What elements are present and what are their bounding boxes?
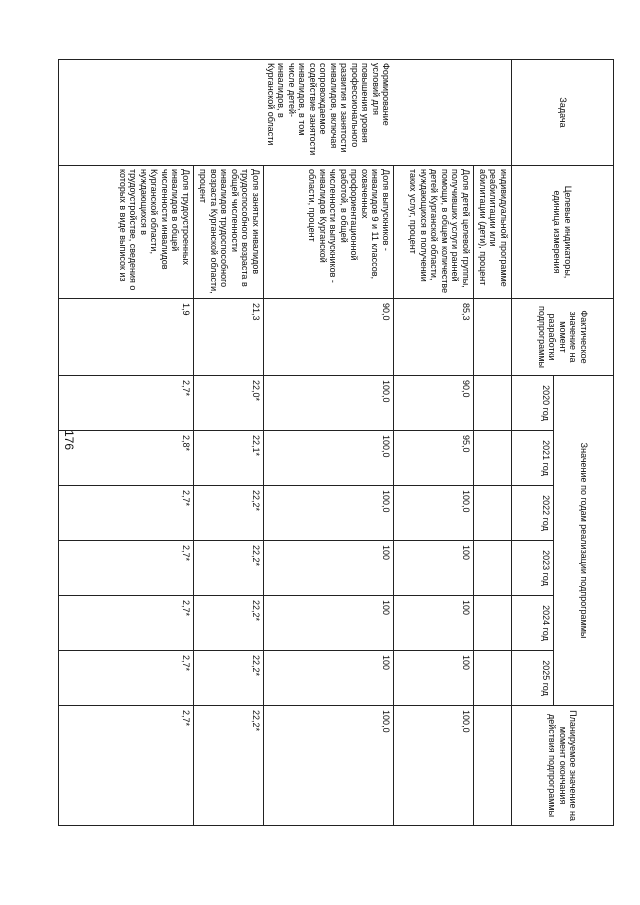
- page-number: 176: [62, 430, 76, 451]
- value-2021-cell: 22,1*: [194, 431, 264, 486]
- value-2024-cell: 2,7*: [59, 596, 194, 651]
- task-cell: [59, 60, 194, 166]
- value-2021-cell: 100,0: [264, 431, 394, 486]
- value-2020-cell: [474, 376, 512, 431]
- value-2020-cell: 100,0: [264, 376, 394, 431]
- value-2024-cell: [474, 596, 512, 651]
- header-year-2020: 2020 год: [512, 376, 554, 431]
- indicators-table: [58, 59, 614, 826]
- header-actual: Фактическое значение на момент разработки подпрограммы: [512, 299, 614, 376]
- planned-cell: [474, 706, 512, 826]
- value-2025-cell: 100: [264, 651, 394, 706]
- actual-cell: [474, 299, 512, 376]
- value-2023-cell: 2,7*: [59, 541, 194, 596]
- planned-cell: 100,0: [264, 706, 394, 826]
- value-2021-cell: [474, 431, 512, 486]
- value-2023-cell: 100: [394, 541, 474, 596]
- header-by-years: Значение по годам реализации подпрограммы: [554, 376, 614, 706]
- header-indicator: Целевые индикаторы, единица измерения: [512, 166, 614, 299]
- value-2023-cell: 22,2*: [194, 541, 264, 596]
- value-2023-cell: 100: [264, 541, 394, 596]
- value-2025-cell: [474, 651, 512, 706]
- value-2021-cell: 95,0: [394, 431, 474, 486]
- indicator-cell: Доля выпускников - инвалидов 9 и 11 классов, охваченных профориентационной работой, в общей численности выпускников - инвалидов Курганской области, процент: [264, 166, 394, 299]
- value-2025-cell: 22,2*: [194, 651, 264, 706]
- task-cell: [194, 60, 264, 166]
- header-year-2025: 2025 год: [512, 651, 554, 706]
- planned-cell: 2,7*: [59, 706, 194, 826]
- task-cell: [474, 60, 512, 166]
- header-year-2021: 2021 год: [512, 431, 554, 486]
- indicator-cell: индивидуальной программе реабилитации или абилитации (дети), процент: [474, 166, 512, 299]
- actual-cell: 21,3: [194, 299, 264, 376]
- planned-cell: 100,0: [394, 706, 474, 826]
- table-row: [59, 60, 194, 826]
- table-row: [394, 60, 474, 826]
- table-row: [194, 60, 264, 826]
- indicator-cell: Доля трудоустроенных инвалидов в общей численности инвалидов Курганской области, нуждающихся в трудоустройстве, сведения о которых в виде выписок из: [59, 166, 194, 299]
- header-year-2024: 2024 год: [512, 596, 554, 651]
- header-year-2022: 2022 год: [512, 486, 554, 541]
- value-2024-cell: 22,2*: [194, 596, 264, 651]
- actual-cell: 85,3: [394, 299, 474, 376]
- value-2020-cell: 2,7*: [59, 376, 194, 431]
- actual-cell: 1,9: [59, 299, 194, 376]
- table-row: [264, 60, 394, 826]
- rotated-table-container: [94, 59, 614, 825]
- value-2025-cell: 100: [394, 651, 474, 706]
- table-row: [474, 60, 512, 826]
- value-2022-cell: 100,0: [264, 486, 394, 541]
- value-2022-cell: 22,2*: [194, 486, 264, 541]
- value-2020-cell: 22,0*: [194, 376, 264, 431]
- value-2025-cell: 2,7*: [59, 651, 194, 706]
- value-2020-cell: 90,0: [394, 376, 474, 431]
- header-task: Задача: [512, 60, 614, 166]
- header-year-2023: 2023 год: [512, 541, 554, 596]
- indicator-cell: Доля занятых инвалидов трудоспособного возраста в общей численности инвалидов трудоспособного возраста Курганской области, процент: [194, 166, 264, 299]
- value-2024-cell: 100: [394, 596, 474, 651]
- value-2022-cell: 2,7*: [59, 486, 194, 541]
- task-cell: [394, 60, 474, 166]
- value-2022-cell: [474, 486, 512, 541]
- header-planned: Планируемое значение на момент окончания действия подпрограммы: [512, 706, 614, 826]
- value-2023-cell: [474, 541, 512, 596]
- actual-cell: 90,0: [264, 299, 394, 376]
- value-2022-cell: 100,0: [394, 486, 474, 541]
- planned-cell: 22,2*: [194, 706, 264, 826]
- indicator-cell: Доля детей целевой группы, получивших услуги ранней помощи, в общем количестве детей Курганской области, нуждающихся в получении таких услуг, процент: [394, 166, 474, 299]
- value-2021-cell: 2,8*: [59, 431, 194, 486]
- task-cell: Формирование условий для повышения уровня профессионального развития и занятости инвалидов, включая сопровождаемое содействие занятости инвалидов, в том числе детей-инвалидов, в Курганской области: [264, 60, 394, 166]
- value-2024-cell: 100: [264, 596, 394, 651]
